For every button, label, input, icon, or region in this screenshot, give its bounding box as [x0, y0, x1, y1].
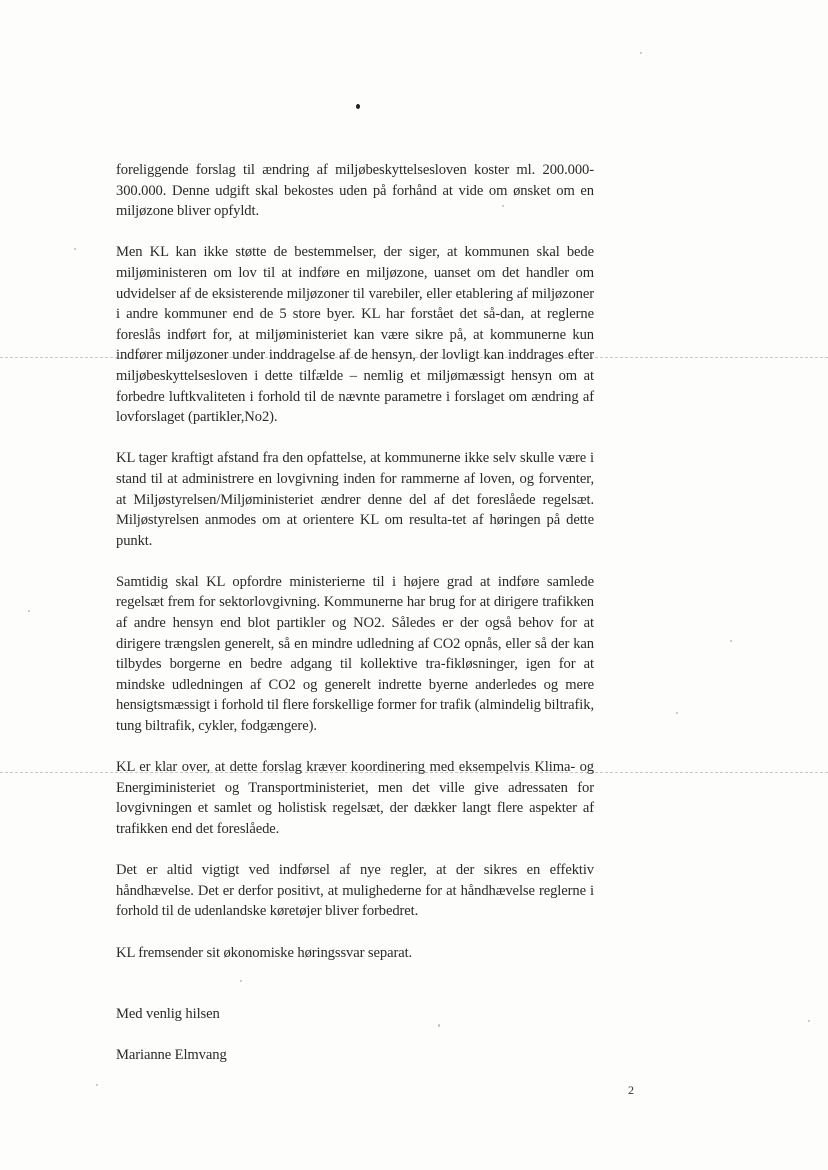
- scan-speck: [640, 52, 642, 54]
- scan-speck: [28, 610, 30, 612]
- paragraph: Men KL kan ikke støtte de bestemmelser, der siger, at kommunen skal bede miljøministeren om lov til at indføre en miljøzone, uanset om det handler om udvidelser af de eksisterende miljøzoner til varebiler, eller etablering af miljøzoner i andre kommuner end de 5 store byer. KL har forstået det så-dan, at reglerne foreslås indført for, at miljøministeriet kan være sikre på, at kommunerne kun indfører miljøzoner under inddragelse af de hensyn, der lovligt kan inddrages efter miljøbeskyttelsesloven i dette tilfælde – nemlig et miljømæssigt hensyn om at forbedre luftkvaliteten i forhold til de nævnte parametre i forslaget om ændring af lovforslaget (partikler,No2).: [116, 244, 594, 426]
- scan-speck: [676, 712, 678, 714]
- closing-salutation: Med venlig hilsen: [116, 1006, 220, 1023]
- paragraph: Samtidig skal KL opfordre ministerierne til i højere grad at indføre samlede regelsæt frem for sektorlovgivning. Kommunerne har brug for at dirigere trafikken af andre hensyn end blot partikler og NO2. Således er der også behov for at dirigere trængslen generelt, så en mindre udledning af CO2 opnås, eller så der kan tilbydes borgerne en bedre adgang til kollektive tra-fikløsninger, igen for at mindske udledningen af CO2 og generelt indrette byerne anderledes og mere hensigtsmæssigt i forhold til flere forskellige former for trafik (almindelig biltrafik, tung biltrafik, cykler, fodgængere).: [116, 573, 594, 735]
- paragraph: KL fremsender sit økonomiske høringssvar separat.: [116, 944, 413, 961]
- scan-speck: [808, 1020, 810, 1022]
- paragraph: foreliggende forslag til ændring af miljøbeskyttelsesloven koster ml. 200.000-300.000. Denne udgift skal bekostes uden på forhånd at vide om ønsket om en miljøzone bliver opfyldt.: [116, 162, 594, 220]
- page-number: 2: [628, 1083, 634, 1097]
- scan-speck: [96, 1084, 98, 1086]
- scan-mark: [356, 104, 360, 109]
- paragraph: KL er klar over, at dette forslag kræver koordinering med eksempelvis Klima- og Energiministeriet og Transportministeriet, men det ville give adressaten for lovgivningen et samlet og holistisk regelsæt, der dækker langt flere aspekter af trafikken end det foreslåede.: [116, 759, 594, 837]
- signature-name: Marianne Elmvang: [116, 1047, 227, 1064]
- paragraph: KL tager kraftigt afstand fra den opfattelse, at kommunerne ikke selv skulle være i stand til at administrere en lovgivning inden for rammerne af loven, og forventer, at Miljøstyrelsen/Miljøministeriet ændrer denne del af det foreslåede regelsæt. Miljøstyrelsen anmodes om at orientere KL om resulta-tet af høringen på dette punkt.: [116, 450, 594, 549]
- scan-speck: [74, 248, 76, 250]
- paragraph: Det er altid vigtigt ved indførsel af nye regler, at der sikres en effektiv håndhævelse. Det er derfor positivt, at mulighederne for at håndhævelse reglerne i forhold til de udenlandske køretøjer bliver forbedret.: [116, 862, 594, 920]
- letter-body: [116, 160, 594, 1087]
- scan-speck: [730, 640, 732, 642]
